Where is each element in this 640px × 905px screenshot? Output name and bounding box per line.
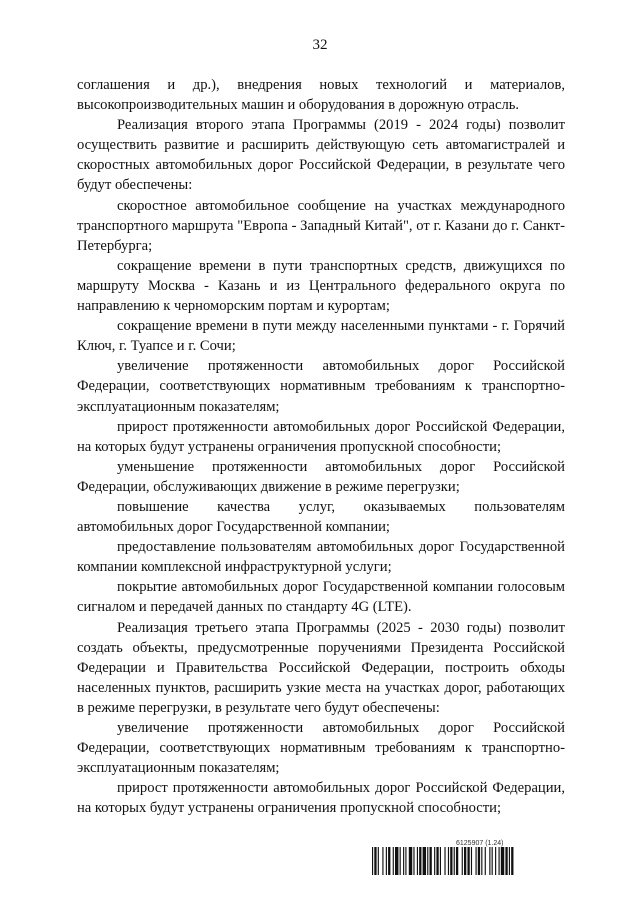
barcode-bar bbox=[374, 847, 376, 875]
barcode-bar bbox=[405, 847, 406, 875]
barcode-bar bbox=[454, 847, 455, 875]
paragraph-9: повышение качества услуг, оказываемых пользователям автомобильных дорог Государственной компании; bbox=[77, 498, 565, 536]
paragraph-7: прирост протяженности автомобильных дорог Российской Федерации, на которых будут устранены ограничения пропускной способности; bbox=[77, 418, 565, 455]
barcode-bar bbox=[489, 847, 490, 875]
barcode-bar bbox=[509, 847, 510, 875]
barcode-bar bbox=[395, 847, 398, 875]
paragraph-14: прирост протяженности автомобильных дорог Российской Федерации, на которых будут устранены ограничения пропускной способности; bbox=[77, 780, 565, 817]
barcode-bar bbox=[511, 847, 513, 875]
barcode-bar bbox=[501, 847, 504, 875]
barcode-bar bbox=[476, 847, 477, 875]
barcode-bar bbox=[427, 847, 428, 875]
barcode-bar bbox=[409, 847, 412, 875]
barcode-bar bbox=[372, 847, 373, 875]
barcode-bar bbox=[481, 847, 482, 875]
barcode-bar bbox=[388, 847, 390, 875]
paragraph-10: предоставление пользователям автомобильных дорог Государственной компании комплексной инфраструктурной услуги; bbox=[77, 539, 565, 576]
barcode-bar bbox=[423, 847, 426, 875]
barcode-bar bbox=[471, 847, 472, 875]
barcode-bar bbox=[403, 847, 404, 875]
barcode-bar bbox=[485, 847, 486, 875]
barcode-number: 6125907 (1.24) bbox=[456, 840, 504, 847]
paragraph-2: Реализация второго этапа Программы (2019 - 2024 годы) позволит осуществить развитие и расширить действующую сеть автомагистралей и скоростных автомобильных дорог Российской Федерации, в результате чего будут обеспечены: bbox=[77, 117, 565, 194]
barcode-bar bbox=[492, 847, 493, 875]
paragraph-1: соглашения и др.), внедрения новых технологий и материалов, высокопроизводительных машин и оборудования в дорожную отрасль. bbox=[77, 77, 565, 114]
barcode-bar bbox=[413, 847, 414, 875]
barcode-bar bbox=[467, 847, 469, 875]
barcode-bar bbox=[462, 847, 463, 875]
paragraph-6: увеличение протяженности автомобильных дорог Российской Федерации, соответствующих нормативным требованиям к транспортно-эксплуатационным показателям; bbox=[77, 358, 565, 415]
barcode-bar bbox=[456, 847, 458, 875]
barcode-bar bbox=[393, 847, 394, 875]
document-body bbox=[77, 75, 565, 818]
paragraph-5: сокращение времени в пути между населенными пунктами - г. Горячий Ключ, г. Туапсе и г. Сочи; bbox=[77, 318, 565, 355]
barcode-bar bbox=[444, 847, 445, 875]
barcode-bar bbox=[464, 847, 466, 875]
paragraph-13: увеличение протяженности автомобильных дорог Российской Федерации, соответствующих нормативным требованиям к транспортно-эксплуатационным показателям; bbox=[77, 720, 565, 777]
barcode-bar bbox=[430, 847, 432, 875]
barcode-bar bbox=[499, 847, 500, 875]
paragraph-11: покрытие автомобильных дорог Государственной компании голосовым сигналом и передачей данных по стандарту 4G (LTE). bbox=[77, 579, 565, 616]
paragraph-12: Реализация третьего этапа Программы (2025 - 2030 годы) позволит создать объекты, предусмотренные поручениями Президента Российской Федерации и Правительства Российской Федерации, построить обходы населенных пунктов, расширить узкие места на участках дорог, работающих в режиме перегрузки, в результате чего будут обеспечены: bbox=[77, 619, 565, 716]
barcode-bar bbox=[386, 847, 387, 875]
barcode-bar bbox=[419, 847, 421, 875]
barcode-bar bbox=[434, 847, 435, 875]
paragraph-4: сокращение времени в пути транспортных средств, движущихся по маршруту Москва - Казань и из Центрального федерального округа по направлению к черноморским портам и курортам; bbox=[77, 257, 565, 315]
barcode-bar bbox=[417, 847, 418, 875]
page-number: 32 bbox=[312, 37, 328, 53]
barcode-image bbox=[372, 847, 572, 875]
barcode-bar bbox=[382, 847, 383, 875]
barcode-bar bbox=[505, 847, 507, 875]
barcode-bar bbox=[440, 847, 441, 875]
barcode-bar bbox=[400, 847, 401, 875]
barcode-bar bbox=[378, 847, 379, 875]
barcode-bar bbox=[495, 847, 496, 875]
paragraph-3: скоростное автомобильное сообщение на участках международного транспортного маршрута "Европа - Западный Китай", от г. Казани до г. Санкт-Петербурга; bbox=[77, 197, 565, 254]
barcode-bar bbox=[478, 847, 480, 875]
barcode-bar bbox=[450, 847, 452, 875]
barcode-bar bbox=[436, 847, 438, 875]
barcode-bar bbox=[448, 847, 449, 875]
paragraph-8: уменьшение протяженности автомобильных дорог Российской Федерации, обслуживающих движение в режиме перегрузки; bbox=[77, 458, 565, 495]
